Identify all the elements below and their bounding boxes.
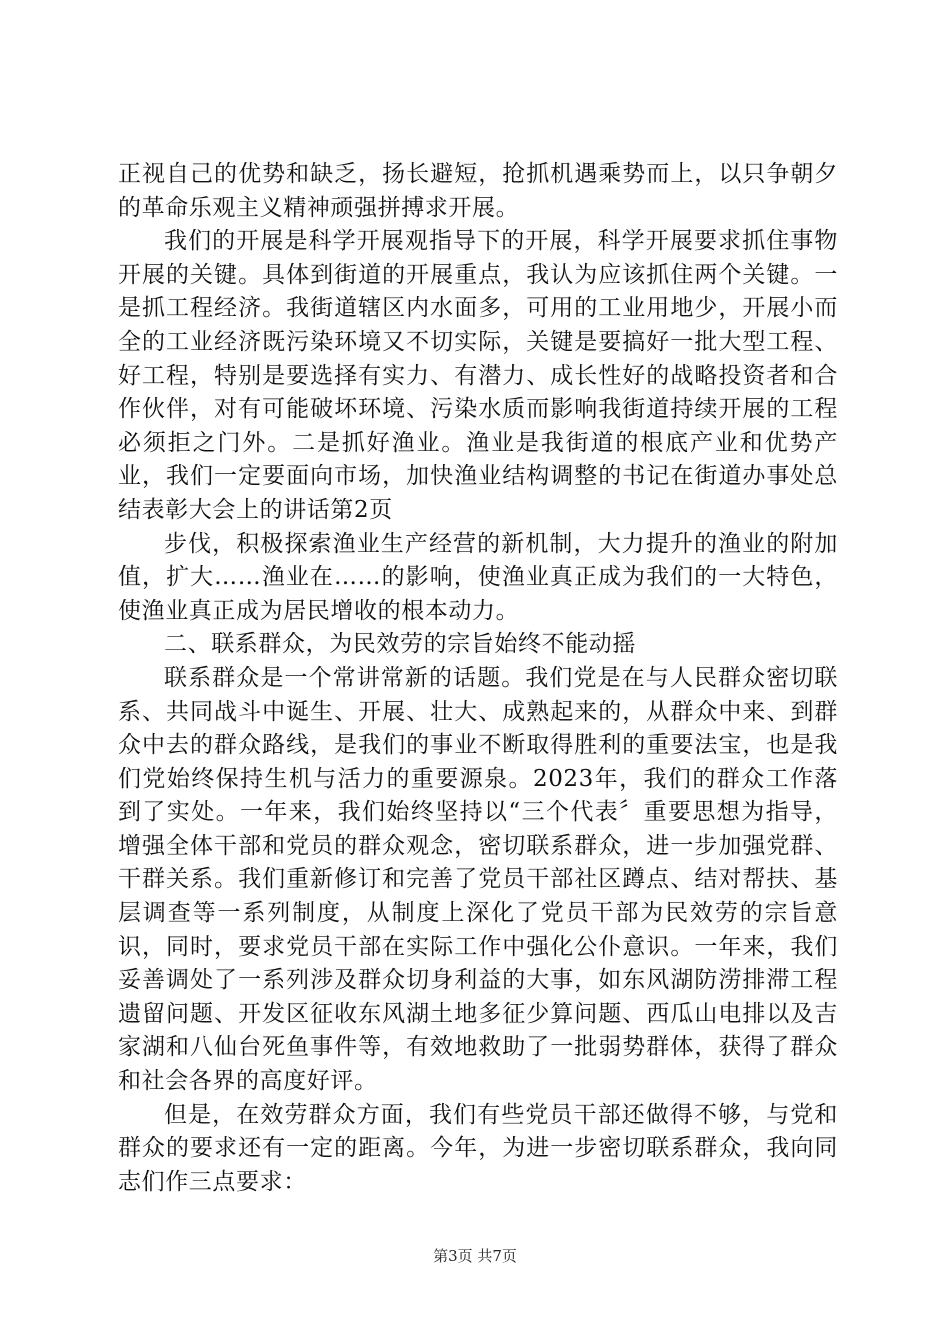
paragraph-3: 步伐，积极探索渔业生产经营的新机制，大力提升的渔业的附加值，扩大……渔业在……的影响，使渔业真正成为我们的一大特色，使渔业真正成为居民增收的根本动力。: [118, 530, 838, 624]
paragraph-1: 正视自己的优势和缺乏，扬长避短，抢抓机遇乘势而上，以只争朝夕的革命乐观主义精神顽强拼搏求开展。: [118, 161, 838, 221]
paragraph-4: 联系群众是一个常讲常新的话题。我们党是在与人民群众密切联系、共同战斗中诞生、开展、壮大、成熟起来的，从群众中来、到群众中去的群众路线，是我们的事业不断取得胜利的重要法宝，也是我们党始终保持生机与活力的重要源泉。2023年，我们的群众工作落到了实处。一年来，我们始终坚持以“三个代表〞重要思想为指导，增强全体干部和党员的群众观念，密切联系群众，进一步加强党群、干群关系。我们重新修订和完善了党员干部社区蹲点、结对帮扶、基层调查等一系列制度，从制度上深化了党员干部为民效劳的宗旨意识，同时，要求党员干部在实际工作中强化公仆意识。一年来，我们妥善调处了一系列涉及群众切身利益的大事，如东风湖防涝排滞工程遗留问题、开发区征收东风湖土地多征少算问题、西瓜山电排以及吉家湖和八仙台死鱼事件等，有效地救助了一批弱势群体，获得了群众和社会各界的高度好评。: [118, 664, 838, 1095]
paragraph-2: 我们的开展是科学开展观指导下的开展，科学开展要求抓住事物开展的关键。具体到街道的开展重点，我认为应该抓住两个关键。一是抓工程经济。我街道辖区内水面多，可用的工业用地少，开展小而全的工业经济既污染环境又不切实际，关键是要搞好一批大型工程、好工程，特别是要选择有实力、有潜力、成长性好的战略投资者和合作伙伴，对有可能破坏环境、污染水质而影响我街道持续开展的工程必须拒之门外。二是抓好渔业。渔业是我街道的根底产业和优势产业，我们一定要面向市场，加快渔业结构调整的书记在街道办事处总结表彰大会上的讲话第2页: [118, 228, 838, 523]
page-number-footer: 第3页 共7页: [433, 1247, 517, 1265]
section-heading: 二、联系群众，为民效劳的宗旨始终不能动摇: [164, 631, 636, 658]
paragraph-5: 但是，在效劳群众方面，我们有些党员干部还做得不够，与党和群众的要求还有一定的距离。今年，为进一步密切联系群众，我向同志们作三点要求：: [118, 1101, 838, 1195]
document-body: [118, 158, 838, 1199]
